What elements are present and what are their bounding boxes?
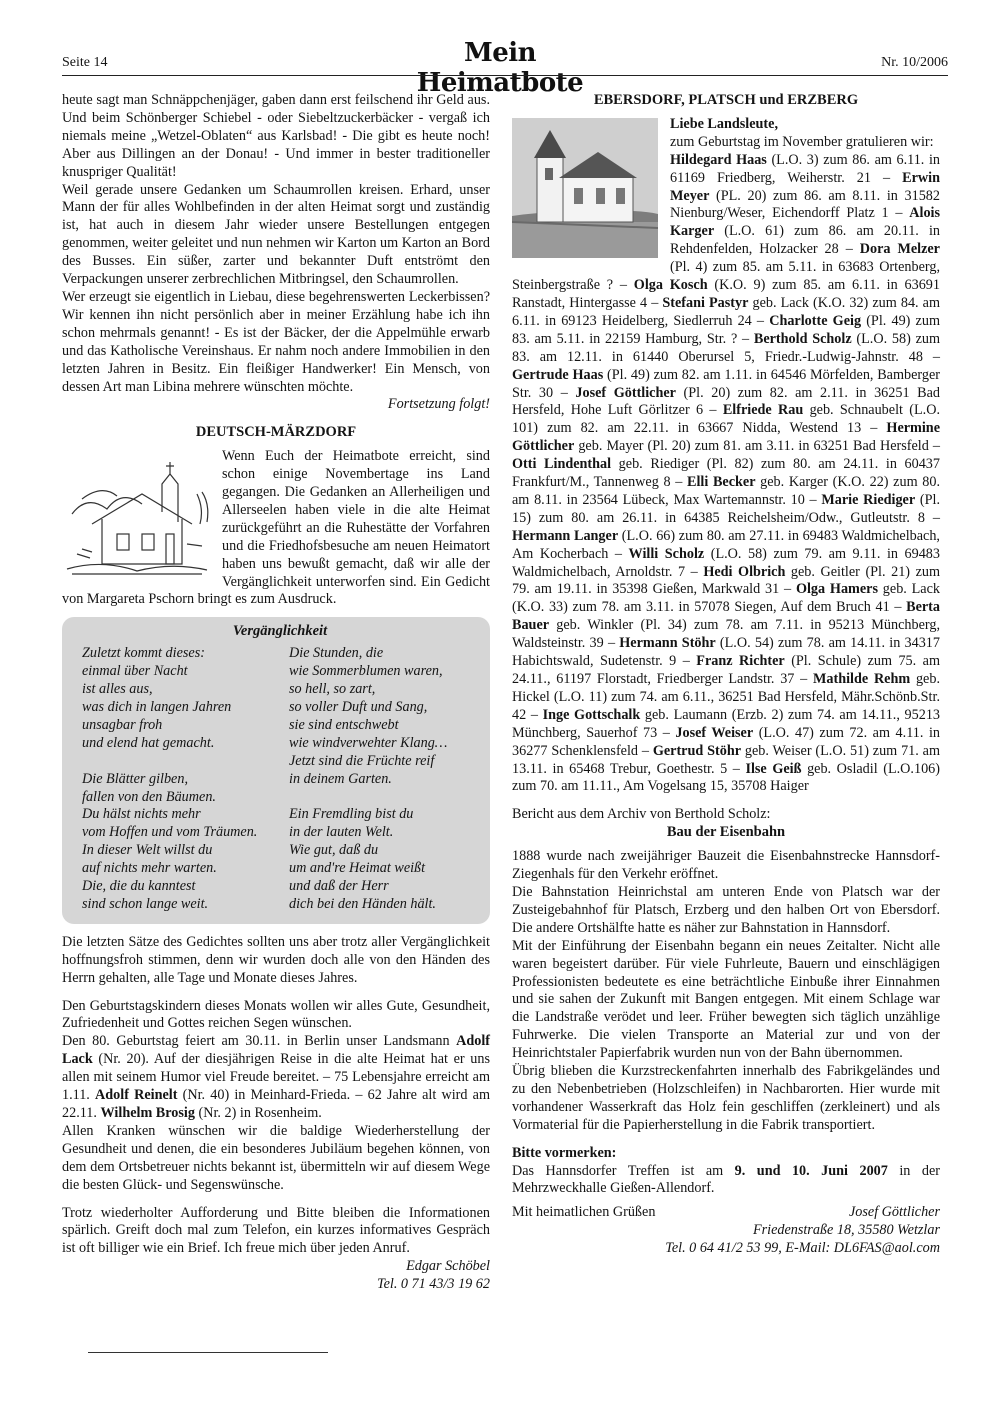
- report-title: Bau der Eisenbahn: [666, 824, 786, 841]
- person-name: Willi Scholz: [628, 545, 705, 562]
- birthday-details: geb. Lack (K.O. 33) zum 78. am 3.11. in 57078 Siegen, Auf dem Bruch 41 –: [512, 581, 940, 616]
- poem-line: dich bei den Händen hält.: [289, 895, 436, 912]
- paragraph: 1888 wurde nach zweijähriger Bauzeit die Eisenbahnstrecke Hannsdorf-Ziegenhals für den Verkehr eröffnet.: [512, 848, 940, 883]
- poem-line: ist alles aus,: [82, 681, 153, 698]
- poem-line: Die Stunden, die: [289, 645, 384, 662]
- birthday-details: geb. Schnaubelt (L.O. 101) zum 82. am 22.11. in 63667 Nidda, Westend 13 –: [512, 402, 940, 437]
- birthday-details: (Pl. Schule) zum 75. am 24.11., 61197 Florstadt, Friedberger Landstr. 37 –: [512, 653, 941, 687]
- signature-name: Edgar Schöbel: [406, 1258, 490, 1275]
- report-intro: Bericht aus dem Archiv von Berthold Scholz:: [512, 806, 771, 823]
- birthday-details: (Pl. 49) zum 82. am 1.11. in 64546 Mörfelden, Bamberger Str. 30 –: [512, 366, 940, 401]
- poem-column-right: [289, 645, 478, 914]
- header-rule: [62, 75, 948, 76]
- person-name: Hildegard Haas: [670, 151, 767, 168]
- poem-stanza: [82, 771, 271, 914]
- poem-line: wie windverwehter Klang…: [289, 734, 448, 751]
- birthday-details: geb. Hickel (L.O. 11) zum 74. am 6.11., 36251 Bad Hersfeld, Mähr.Schönb.Str. 42 –: [512, 671, 940, 723]
- poem-column-left: [82, 645, 271, 914]
- poem-title: Vergänglichkeit: [232, 623, 328, 640]
- page-number: Seite 14: [62, 55, 108, 70]
- poem-line: Du hälst nichts mehr: [82, 806, 201, 823]
- poem-line: Die Blätter gilben,: [82, 770, 188, 787]
- birthday-details: (Pl. 20) zum 82. am 2.11. in 36251 Bad Hersfeld, Hohe Luft Görlitzer 6 –: [512, 384, 941, 419]
- birthday-details: (L.O. 66) zum 80. am 27.11. in 69483 Waldmichelbach, Am Kocherbach –: [512, 527, 940, 562]
- person-name: Otti Lindenthal: [512, 456, 612, 473]
- right-column: [512, 92, 940, 1258]
- person-name: Stefani Pastyr: [662, 294, 749, 311]
- poem-line: und daß der Herr: [289, 878, 389, 895]
- birthday-details: (Pl. 15) zum 80. am 26.11. in 64385 Reichelsheim/Odw., Gutleutstr. 8 –: [512, 491, 940, 526]
- poem-line: und elend hat gemacht.: [82, 734, 215, 751]
- poem-line: in deinem Garten.: [289, 770, 392, 787]
- paragraph: Trotz wiederholter Aufforderung und Bitte bleiben die Informationen spärlich. Greift doch mal zum Telefon, ein kurzes informatives Gespräch ist oft billiger wie ein Brief. Ich freue mich über jeden Anruf.: [62, 1204, 490, 1257]
- birthday-details: geb. Riediger (Pl. 82) zum 80. am 24.11. in 60437 Frankfurt/M., Tannenweg 8 –: [512, 456, 940, 491]
- paragraph: Übrig blieben die Kurzstreckenfahrten innerhalb des Fabrikgeländes und zu den Nebenbetrieben (Holzschleifen) in Nachbarorten. Hier wurde mit vorhandener Wasserkraft das Holz fein geschliffen (zerkleinert) und als Vormaterial für die Papierherstellung in die Fabrik transportiert.: [512, 1063, 940, 1133]
- issue-number: Nr. 10/2006: [881, 55, 948, 70]
- birthday-list: Den 80. Geburtstag feiert am 30.11. in Berlin unser Landsmann Adolf Lack (Nr. 20). Auf der diesjährigen Reise in die alte Heimat hat er uns allen mit seinem Humor viel Freude bereitet. – 75 Lebensjahre erreicht am 1.11. Adolf Reinelt (Nr. 40) in Meinhard-Frieda. – 62 Jahre alt wird am 22.11. Wilhelm Brosig (Nr. 2) in Rosenheim.: [62, 1033, 490, 1122]
- poem-line: Die, die du kanntest: [82, 878, 196, 895]
- birthday-details: (Pl. 4) zum 85. am 5.11. in 63683 Ortenberg, Steinbergstraße ? –: [512, 259, 940, 294]
- poem-line: unsagbar froh: [82, 716, 163, 733]
- poem-line: vom Hoffen und vom Träumen.: [82, 824, 258, 841]
- poem-line: Wie gut, daß du: [289, 842, 379, 859]
- birthday-details: (Pl. 49) zum 83. am 5.11. in 22159 Hamburg, Str. ? –: [512, 312, 940, 347]
- person-name: Ilse Geiß: [745, 760, 802, 777]
- signature-phone: Tel. 0 71 43/3 19 62: [377, 1276, 490, 1293]
- section-title-ebersdorf: EBERSDORF, PLATSCH und ERZBERG: [593, 92, 859, 108]
- birthday-details: geb. Winkler (Pl. 34) zum 78. am 7.11. in 95213 Münchberg, Waldsteinstr. 39 –: [512, 617, 940, 652]
- person-name: Olga Kosch: [633, 277, 708, 294]
- paragraph: Wer erzeugt sie eigentlich in Liebau, diese begehrenswerten Leckerbissen? Wir kennen ihn nicht persönlich aber in meiner Erzählung habe ich ihn schon mehrmals genannt! - Es ist der Bäcker, der die Appelmühle erwarb und das Katholische Vereinshaus. Er nahm noch andere Immobilien in den letzten Jahren in Besitz. Ein fleißiger Handwerker! Ein Mensch, von dessen Art man Libina mehrere wünschten möchte.: [62, 288, 490, 395]
- person-name: Dora Melzer: [859, 241, 940, 258]
- person-name: Marie Riediger: [821, 491, 916, 508]
- birthday-intro: Den Geburtstagskindern dieses Monats wollen wir alles Gute, Gesundheit, Zufriedenheit und Gottes reichen Segen wünschen.: [62, 997, 490, 1032]
- event-date: 9. und 10. Juni 2007: [734, 1162, 888, 1179]
- masthead-title: Mein Heimatbote: [416, 38, 584, 98]
- poem-line: um and're Heimat weißt: [289, 860, 426, 877]
- birthday-details: geb. Geitler (Pl. 21) zum 79. am 19.11. in 35398 Gießen, Markwald 31 –: [512, 563, 940, 598]
- poem-line: einmal über Nacht: [82, 663, 188, 680]
- birthday-intro: zum Geburtstag im November gratulieren wir:: [670, 133, 934, 150]
- poem-line: fallen von den Bäumen.: [82, 788, 216, 805]
- greeting: Liebe Landsleute,: [670, 115, 778, 132]
- birthday-details: geb. Osladil (L.O.106) zum 70. am 11.11., Am Vogelsang 15, 35708 Haiger: [512, 760, 940, 795]
- continued-note: Fortsetzung folgt!: [387, 396, 490, 413]
- footer-rule: [88, 1352, 328, 1353]
- person-name: Franz Richter: [696, 653, 785, 670]
- birthday-details: (PL. 20) zum 86. am 8.11. in 31582 Nienburg/Weser, Eichendorff Platz 1 –: [670, 187, 940, 222]
- person-name: Gertrude Haas: [512, 366, 604, 383]
- church-photo: [512, 118, 658, 258]
- person-name: Adolf Reinelt: [95, 1087, 178, 1104]
- poem-line: Jetzt sind die Früchte reif: [289, 752, 435, 769]
- person-name: Berta Bauer: [512, 599, 940, 634]
- birthday-details: (L.O. 58) zum 83. am 12.11. in 61440 Oberursel 5, Friedr.-Ludwig-Jahnstr. 48 –: [512, 330, 940, 365]
- poem-line: Zuletzt kommt dieses:: [82, 645, 205, 662]
- poem-line: wie Sommerblumen waren,: [289, 663, 443, 680]
- person-name: Hermine Göttlicher: [512, 420, 940, 455]
- paragraph: Allen Kranken wünschen wir die baldige Wiederherstellung der Gesundheit und denen, die ein besonderes Jubiläum begehen können, von dem dem Ortsbetreuer nichts bekannt ist, übermitteln wir auf diesem Wege die besten Glück- und Segenswünsche.: [62, 1122, 490, 1193]
- birthday-details: (L.O. 61) zum 86. am 20.11. in Rehdenfelden, Holzacker 28 –: [670, 223, 940, 258]
- poem-line: was dich in langen Jahren: [82, 699, 232, 715]
- person-name: Josef Göttlicher: [575, 384, 676, 401]
- poem-line: sind schon lange weit.: [82, 895, 209, 912]
- paragraph: Weil gerade unsere Gedanken um Schaumrollen kreisen. Erhard, unser Mann der für alles Wohlbefinden in der alten Heimat sorgt und zuständig ist, hat auch in diesem Jahr wieder unsere Bestellungen entgegen genommen, weiter geleitet und nun nehmen wir Karton um Karton an Bord des Busses. Ein süßer, zarter und bekannter Duft entströmt den Verpackungen unserer zerbrechlichen Mitbringsel, den Schaumrollen.: [62, 181, 490, 288]
- poem-line: in der lauten Welt.: [289, 824, 394, 841]
- person-name: Olga Hamers: [795, 581, 878, 598]
- birthday-details: geb. Lack (K.O. 32) zum 84. am 6.11. in 69123 Heidelberg, Siedlerruh 24 –: [512, 294, 940, 329]
- person-name: Josef Weiser: [675, 724, 754, 741]
- section-text: Wenn Euch der Heimatbote erreicht, sind schon einige Novembertage ins Land gegangen. Die Gedanken an Allerheiligen und Allerseelen haben viele in die alte Heimat zurückgeführt an die Ruhestätte der Vorfahren und die Friedhofsbesuche am neuen Heimatort haben uns bewußt gemacht, daß wir alle der Vergänglichkeit unterworfen sind. Ein Gedicht von Margareta Pschorn bringt es zum Ausdruck.: [62, 448, 490, 608]
- poem-line: sie sind entschwebt: [289, 716, 399, 733]
- note-text: Das Hannsdorfer Treffen ist am 9. und 10. Juni 2007 in der Mehrzweckhalle Gießen-Allendorf.: [512, 1162, 940, 1197]
- person-name: Inge Gottschalk: [542, 706, 641, 723]
- person-name: Gertrud Stöhr: [652, 742, 742, 759]
- paragraph: Mit der Einführung der Eisenbahn begann ein neues Zeitalter. Nicht alle waren begeistert darüber. Für viele Fuhrleute, Bauern und einschlägigen Professionisten bedeutete es eine beträchtliche Einbuße ihrer Einnahmen und sie sahen der Zukunft mit Bangen entgegen. Mit einem Schlage war die Landstraße verödet und leer. Früher bewegten sich täglich unzählige Fuhrwerke. Die vielen Transporte an Material zur und von der Heinrichtstaler Papierfabrik wurden nun von der Bahn übernommen.: [512, 937, 940, 1062]
- paragraph: Die Bahnstation Heinrichstal am unteren Ende von Platsch war der Zusteigebahnhof für Platsch, Erzberg und den halben Ort von Ebersdorf. Die andere Ortshälfte hatte es näher zur Bahnstation in Hannsdorf.: [512, 883, 940, 936]
- poem-line: In dieser Welt willst du: [82, 842, 213, 859]
- closing-signature: [512, 1204, 940, 1222]
- paragraph: heute sagt man Schnäppchenjäger, gaben dann erst feilschend ihr Geld aus. Und beim Schönberger Schiebel - oder Siebeltzuckerbäcker - vergaß ich niemals meine „Wetzel-Oblaten“ aus Karlsbad! - Die gibt es heute noch! Aber aus Dillingen an der Donau! - Und immer in bester traditioneller knuspriger Qualität!: [62, 92, 490, 180]
- poem-line: auf nichts mehr warten.: [82, 860, 217, 877]
- birthday-details: (L.O. 47) zum 72. am 4.11. in 36277 Schenklensfeld –: [512, 724, 940, 759]
- poem-line: so voller Duft und Sang,: [289, 699, 428, 715]
- signature-address: Friedenstraße 18, 35580 Wetzlar: [752, 1222, 940, 1239]
- person-name: Elli Becker: [687, 474, 756, 491]
- chapel-sketch-illustration: [62, 454, 212, 579]
- poem-line: so hell, so zart,: [289, 681, 376, 698]
- birthday-details: (L.O. 54) zum 78. am 14.11. in 34317 Habichtswald, Sudetenstr. 9 –: [512, 635, 940, 670]
- paragraph: Die letzten Sätze des Gedichtes sollten uns aber trotz aller Vergänglichkeit hoffnungsfroh stimmen, denn wir wurden doch alle von den Händen des Herrn gehalten, alle Tage und Monate dieses Jahres.: [62, 933, 490, 986]
- poem-stanza: [289, 806, 478, 913]
- person-name: Alois Karger: [670, 205, 940, 240]
- signature-contact: Tel. 0 64 41/2 53 99, E-Mail: DL6FAS@aol.com: [665, 1240, 940, 1257]
- poem-box: [62, 617, 490, 923]
- person-name: Wilhelm Brosig: [100, 1105, 195, 1122]
- birthday-details: geb. Mayer (Pl. 20) zum 81. am 3.11. in 63251 Bad Hersfeld –: [574, 438, 940, 455]
- birthday-details: geb. Weiser (L.O. 51) zum 71. am 13.11. in 65468 Trebur, Goethestr. 5 –: [512, 742, 940, 777]
- birthday-details: (K.O. 9) zum 85. am 6.11. in 63691 Ranstadt, Hintergasse 4 –: [512, 277, 940, 311]
- birthday-details: (L.O. 3) zum 86. am 6.11. in 61169 Friedberg, Weiherstr. 21 –: [670, 151, 940, 186]
- poem-stanza: [289, 645, 478, 788]
- note-title: Bitte vormerken:: [512, 1144, 617, 1161]
- poem-line: Ein Fremdling bist du: [289, 806, 414, 823]
- person-name: Berthold Scholz: [753, 330, 852, 347]
- signature-name: Josef Göttlicher: [848, 1204, 940, 1221]
- person-name: Elfriede Rau: [722, 402, 804, 419]
- left-column: [62, 92, 490, 1294]
- poem-stanza: [82, 645, 271, 752]
- birthday-details: geb. Karger (K.O. 22) zum 80. am 8.11. in 23564 Lübeck, Max Wartemannstr. 10 –: [512, 474, 940, 508]
- person-name: Hermann Stöhr: [619, 635, 716, 652]
- person-name: Mathilde Rehm: [813, 671, 911, 687]
- closing-greeting: Mit heimatlichen Grüßen: [512, 1204, 656, 1221]
- birthday-details: geb. Laumann (Erzb. 2) zum 74. am 14.11., 95213 Münchberg, Sauerhof 73 –: [512, 706, 941, 741]
- person-name: Adolf Lack: [62, 1033, 490, 1068]
- birthday-details: (L.O. 58) zum 79. am 9.11. in 69483 Waldmichelbach, Arnoldstr. 7 –: [512, 545, 940, 580]
- person-name: Erwin Meyer: [670, 169, 940, 204]
- person-name: Charlotte Geig: [769, 312, 862, 329]
- person-name: Hedi Olbrich: [703, 563, 786, 580]
- section-title-deutsch-maerzdorf: DEUTSCH-MÄRZDORF: [195, 424, 357, 441]
- person-name: Hermann Langer: [512, 527, 619, 544]
